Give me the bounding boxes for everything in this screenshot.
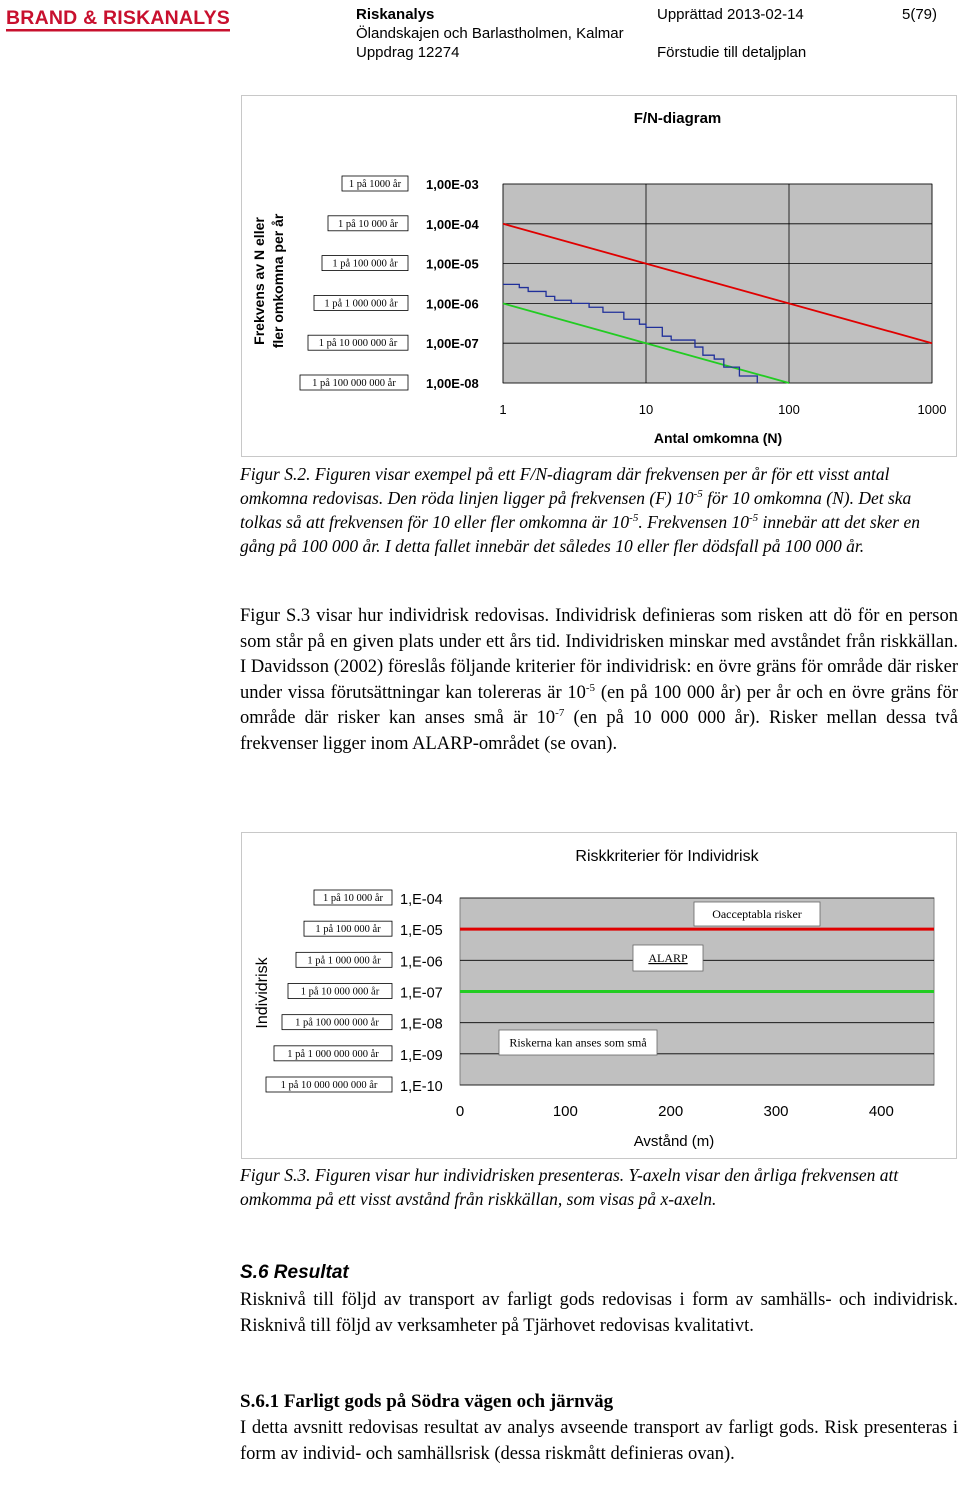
header-company: Riskanalys <box>356 6 435 23</box>
x-tick-label: 10 <box>638 402 654 417</box>
y-axis-label: Individrisk <box>254 957 271 1029</box>
y-tick-box-label: 1 på 10 000 000 000 år <box>280 1080 378 1091</box>
y-tick-label: 1,E-09 <box>400 1047 443 1064</box>
header-date: Upprättad 2013-02-14 <box>657 6 804 23</box>
y-tick-label: 1,E-07 <box>400 985 443 1002</box>
chart-title: Riskkriterier för Individrisk <box>575 848 759 865</box>
y-tick-box-label: 1 på 10 000 år <box>322 893 384 904</box>
y-tick-label: 1,00E-08 <box>426 376 479 391</box>
header-doc-type: Förstudie till detaljplan <box>657 44 807 61</box>
x-tick-label: 100 <box>778 402 800 417</box>
y-tick-box-label: 1 på 100 000 000 år <box>312 378 396 389</box>
y-axis-label: Frekvens av N eller fler omkomna per år <box>251 213 286 349</box>
y-tick-label: 1,00E-04 <box>426 216 479 232</box>
y-tick-label: 1,00E-06 <box>426 296 479 312</box>
y-tick-box-label: 1 på 100 000 år <box>332 258 398 270</box>
y-tick-box-label: 1 på 1000 år <box>348 179 402 190</box>
y-tick-box-label: 1 på 10 000 000 år <box>300 986 380 998</box>
x-tick-label: 0 <box>455 1103 465 1120</box>
fn-diagram-chart <box>242 96 956 456</box>
y-tick-label: 1,E-04 <box>400 892 443 908</box>
individual-risk-paragraph: Figur S.3 visar hur individrisk redovisas. Individrisk definieras som risken att dö för en person som står på en given plats under ett års tid. Individrisken minskar med avståndet från riskkällan. I Davidsson (2002) föreslås följande kriterier för individrisk: en övre gräns för område där risker under vissa förutsättningar kan tolereras är $10^{-5}$ (en på 100 000 år) per år och en övre gräns för område där risker kan anses små är $10^{-7}$ (en på 10 000 000 år). Risker mellan dessa två frekvenser ligger inom ALARP-området (se ovan). <box>240 606 959 754</box>
y-tick-box-label: 1 på 10 000 år <box>337 218 399 230</box>
y-tick-label: 1,E-08 <box>400 1016 443 1033</box>
brand-logo-text: BRAND & RISKANALYS <box>6 8 230 29</box>
header-page-number: 5(79) <box>902 6 938 23</box>
x-tick-label: 1 <box>499 402 507 417</box>
subsection-text: I detta avsnitt redovisas resultat av analys avseende transport av farligt gods. Risk presenteras i form av individ- och samhällsrisk (dessa riskmått definieras ovan). <box>240 1418 958 1464</box>
y-tick-label: 1,00E-05 <box>426 256 479 272</box>
annotation-label: Oacceptabla risker <box>712 907 802 921</box>
individual-risk-chart <box>242 833 956 1158</box>
individual-risk-figure <box>241 832 957 1159</box>
chart-title: F/N-diagram <box>633 110 722 127</box>
x-tick-label: 400 <box>868 1103 894 1120</box>
y-tick-box-label: 1 på 1 000 000 000 år <box>287 1048 379 1060</box>
section-text: Risknivå till följd av transport av farligt gods redovisas i form av samhälls- och individrisk. Risknivå till följd av verksamheter på Tjärhovet redovisas kvalitativt. <box>240 1290 958 1336</box>
x-tick-label: 1000 <box>917 402 947 417</box>
annotation-label: ALARP <box>648 951 688 965</box>
header-project: Ölandskajen och Barlastholmen, Kalmar <box>356 25 624 42</box>
fn-diagram-figure <box>241 95 957 457</box>
y-tick-box-label: 1 på 1 000 000 år <box>324 298 398 310</box>
y-tick-label: 1,00E-03 <box>426 177 479 192</box>
y-tick-box-label: 1 på 1 000 000 år <box>307 955 381 967</box>
header-assignment: Uppdrag 12274 <box>356 44 460 61</box>
subsection-heading: S.6.1 Farligt gods på Södra vägen och järnväg <box>240 1391 614 1412</box>
y-tick-label: 1,E-10 <box>400 1079 443 1095</box>
x-tick-label: 200 <box>658 1103 684 1120</box>
y-tick-box-label: 1 på 100 000 000 år <box>295 1017 379 1029</box>
annotation-label: Riskerna kan anses som små <box>509 1035 647 1050</box>
brand-logo-graphic <box>6 4 232 34</box>
figure-s2-caption: Figur S.2. Figuren visar exempel på ett F/N-diagram där frekvensen per år för ett visst antal omkomna redovisas. Den röda linjen ligger på frekvensen (F) $10^{-5}$ för 10 omkomna (N). Det ska tolkas så att frekvensen för 10 eller fler omkomna är $10^{-5}$. Frekvensen $10^{-5}$ innebär att det sker en gång på 100 000 år. I detta fallet innebär det således 10 eller fler dödsfall på 100 000 år. <box>240 464 920 556</box>
x-tick-label: 100 <box>552 1103 578 1120</box>
y-tick-label: 1,E-05 <box>400 923 443 940</box>
brand-logo <box>6 4 232 34</box>
y-tick-box-label: 1 på 100 000 år <box>315 924 381 936</box>
x-axis-label: Avstånd (m) <box>633 1133 715 1150</box>
y-tick-label: 1,E-06 <box>400 954 443 971</box>
y-tick-label: 1,00E-07 <box>426 336 479 352</box>
y-tick-box-label: 1 på 10 000 000 år <box>318 338 398 350</box>
figure-s3-caption: Figur S.3. Figuren visar hur individrisken presenteras. Y-axeln visar den årliga frekvensen att omkomma på ett visst avstånd från riskkällan, som visas på x-axeln. <box>240 1165 899 1209</box>
x-tick-label: 300 <box>763 1103 789 1120</box>
section-heading: S.6 Resultat <box>240 1262 349 1283</box>
x-axis-label: Antal omkomna (N) <box>653 430 783 446</box>
